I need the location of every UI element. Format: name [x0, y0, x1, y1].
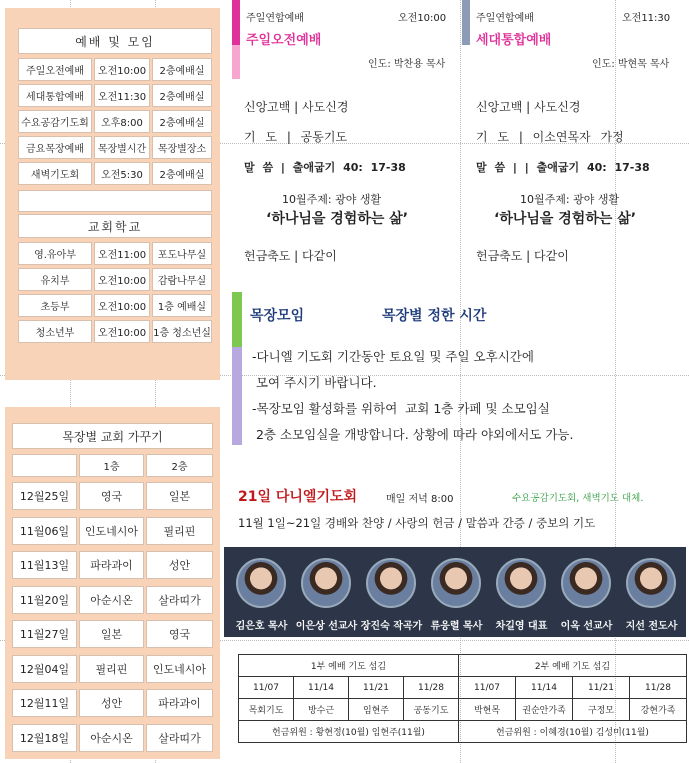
school-cell: 오전11:00 [94, 242, 150, 265]
prayer-name: 목회기도 [239, 699, 294, 721]
speaker-card [230, 555, 293, 635]
cell-row-cell: 아순시온 [79, 724, 144, 752]
prayer-name: 박현목 [459, 699, 516, 721]
school-title: 교회학교 [18, 214, 212, 238]
prayer-date: 11/14 [294, 677, 349, 699]
mokjang-line: 모여 주시기 바랍니다. [252, 375, 377, 390]
daniel-detail: 11월 1일~21일 경배와 찬양 / 사랑의 헌금 / 말씀과 간증 / 중보의 기도 [238, 516, 596, 530]
cell-row-cell: 12월11일 [12, 689, 77, 717]
cell-row-cell: 성안 [79, 689, 144, 717]
cell-row-cell: 인도네시아 [79, 517, 144, 545]
speaker-card [360, 555, 423, 635]
mokjang-subtitle: 목장별 정한 시간 [382, 308, 487, 324]
service2-word: 말 씀 | | 출애굽기 40: 17-38 [476, 161, 650, 174]
cell-care-panel [5, 407, 220, 759]
speaker-name: 장진숙 작곡가 [360, 621, 423, 632]
prayer-date: 11/28 [630, 677, 687, 699]
school-cell: 유치부 [18, 268, 92, 291]
cell-row-cell: 영국 [79, 482, 144, 510]
cell-row-cell: 성안 [146, 551, 213, 579]
worship-cell: 2층예배실 [152, 58, 212, 81]
service2-leader: 인도: 박현목 목사 [592, 59, 670, 70]
school-cell: 감람나무실 [152, 268, 212, 291]
service2-title: 세대통합예배 [476, 33, 552, 48]
prayer-name: 공동기도 [404, 699, 459, 721]
worship-cell: 수요공감기도회 [18, 110, 92, 133]
speaker-card [555, 555, 618, 635]
worship-cell: 2층예배실 [152, 84, 212, 107]
offering2: 헌금위원 : 이혜경(10월) 김성미(11월) [459, 721, 687, 743]
speaker-card [620, 555, 683, 635]
service1-creed: 신앙고백 | 사도신경 [244, 100, 349, 114]
prayer-date: 11/21 [349, 677, 404, 699]
cell-row-cell: 11월20일 [12, 586, 77, 614]
worship-cell: 2층예배실 [152, 110, 212, 133]
service1-time: 오전10:00 [398, 13, 447, 24]
prayer-name: 권순안가족 [516, 699, 573, 721]
speaker-photo [236, 558, 286, 608]
speaker-name: 김은호 목사 [235, 621, 288, 632]
service1-prayer: 기 도 | 공동기도 [244, 130, 348, 144]
speaker-photo [366, 558, 416, 608]
cell-header: 1층 [79, 454, 144, 477]
worship-cell: 금요목장예배 [18, 136, 92, 159]
speaker-photo [496, 558, 546, 608]
worship-cell: 세대통합예배 [18, 84, 92, 107]
worship-cell: 오후8:00 [94, 110, 150, 133]
service2-time: 오전11:30 [622, 13, 671, 24]
prayer-name: 강현가족 [630, 699, 687, 721]
service2-underline [478, 52, 538, 64]
spacer-cell [18, 190, 212, 212]
daniel-note: 수요공감기도회, 새벽기도 대체. [512, 493, 644, 504]
prayer-date: 11/28 [404, 677, 459, 699]
service1-leader: 인도: 박찬용 목사 [368, 59, 446, 70]
cell-row-cell: 아순시온 [79, 586, 144, 614]
worship-school-panel [5, 8, 220, 380]
cell-row-cell: 필리핀 [146, 517, 213, 545]
service2-prayer: 기 도 | 이소연목자 가정 [476, 130, 624, 144]
part2-title: 2부 예배 기도 섬김 [459, 655, 687, 677]
school-cell: 1층 청소년실 [152, 320, 212, 343]
cell-row-cell: 11월06일 [12, 517, 77, 545]
service2-offering: 헌금축도 | 다같이 [476, 249, 569, 263]
mokjang-line: 2층 소모임실을 개방합니다. 상황에 따라 야외에서도 가능. [252, 427, 574, 442]
speaker-card [490, 555, 553, 635]
service2-bar [462, 0, 470, 45]
part1-title: 1부 예배 기도 섬김 [239, 655, 459, 677]
daniel-title: 21일 다니엘기도회 [238, 489, 358, 505]
service2-label: 주일연합예배 [476, 13, 534, 24]
mokjang-title: 목장모임 [250, 308, 305, 324]
speaker-name: 차길영 대표 [495, 621, 548, 632]
service1-label: 주일연합예배 [246, 13, 304, 24]
mokjang-bar [232, 292, 242, 347]
prayer-date: 11/07 [459, 677, 516, 699]
worship-title: 예배 및 모임 [18, 28, 212, 54]
cell-row-cell: 파라과이 [79, 551, 144, 579]
cell-row-cell: 인도네시아 [146, 655, 213, 683]
cell-row-cell: 일본 [79, 620, 144, 648]
speaker-card [425, 555, 488, 635]
cell-row-cell: 살라띠가 [146, 586, 213, 614]
speaker-photo [301, 558, 351, 608]
school-cell: 오전10:00 [94, 294, 150, 317]
cell-care-title: 목장별 교회 가꾸기 [12, 423, 213, 449]
mokjang-line: -다니엘 기도회 기간동안 토요일 및 주일 오후시간에 [252, 349, 534, 364]
cell-row-cell: 살라띠가 [146, 724, 213, 752]
cell-header: 2층 [146, 454, 213, 477]
worship-cell: 2층예배실 [152, 162, 212, 185]
school-cell: 청소년부 [18, 320, 92, 343]
service1-word: 말 씀 | 출애굽기 40: 17-38 [244, 161, 406, 174]
prayer-date: 11/21 [573, 677, 630, 699]
cell-row-cell: 12월04일 [12, 655, 77, 683]
speaker-photo [561, 558, 611, 608]
school-cell: 오전10:00 [94, 320, 150, 343]
cell-row-cell: 일본 [146, 482, 213, 510]
cell-row-cell: 11월27일 [12, 620, 77, 648]
cell-row-cell: 파라과이 [146, 689, 213, 717]
service2-theme: 10월주제: 광야 생활 [520, 193, 620, 206]
service1-underline [248, 52, 308, 64]
cell-row-cell: 영국 [146, 620, 213, 648]
school-cell: 오전10:00 [94, 268, 150, 291]
worship-cell: 오전5:30 [94, 162, 150, 185]
prayer-name: 임현주 [349, 699, 404, 721]
service1-bar [232, 0, 240, 45]
cell-row-cell: 12월18일 [12, 724, 77, 752]
service1-bar [232, 45, 240, 79]
speaker-photo [431, 558, 481, 608]
school-cell: 1층 예배실 [152, 294, 212, 317]
mokjang-body [252, 344, 682, 448]
speaker-name: 지선 전도사 [625, 621, 678, 632]
offering1: 헌금위원 : 황현정(10월) 임현주(11월) [239, 721, 459, 743]
speaker-photo [626, 558, 676, 608]
mokjang-bar [232, 347, 242, 445]
school-cell: 초등부 [18, 294, 92, 317]
service2-theme-quote: ‘하나님을 경험하는 삶’ [494, 211, 637, 227]
prayer-name: 방수근 [294, 699, 349, 721]
speaker-name: 이은상 선교사 [295, 621, 358, 632]
cell-row-cell: 12월25일 [12, 482, 77, 510]
prayer-date: 11/07 [239, 677, 294, 699]
speaker-card [295, 555, 358, 635]
service1-title: 주일오전예배 [246, 33, 322, 48]
cell-row-cell: 11월13일 [12, 551, 77, 579]
worship-cell: 주일오전예배 [18, 58, 92, 81]
daniel-time: 매일 저녁 8:00 [386, 494, 454, 505]
service1-theme-quote: ‘하나님을 경험하는 삶’ [266, 211, 409, 227]
worship-cell: 목장별시간 [94, 136, 150, 159]
worship-cell: 오전11:30 [94, 84, 150, 107]
worship-cell: 오전10:00 [94, 58, 150, 81]
service2-creed: 신앙고백 | 사도신경 [476, 100, 581, 114]
mokjang-line: -목장모임 활성화를 위하여 교회 1층 카페 및 소모임실 [252, 401, 550, 416]
prayer-name: 구정모 [573, 699, 630, 721]
speaker-name: 이옥 선교사 [560, 621, 613, 632]
cell-row-cell: 필리핀 [79, 655, 144, 683]
prayer-table [238, 654, 687, 743]
service1-theme: 10월주제: 광야 생활 [282, 193, 382, 206]
cell-header [12, 454, 77, 477]
worship-cell: 목장별장소 [152, 136, 212, 159]
speaker-name: 류응렬 목사 [430, 621, 483, 632]
prayer-date: 11/14 [516, 677, 573, 699]
school-cell: 영.유아부 [18, 242, 92, 265]
school-cell: 포도나무실 [152, 242, 212, 265]
worship-cell: 새벽기도회 [18, 162, 92, 185]
service1-offering: 헌금축도 | 다같이 [244, 249, 337, 263]
